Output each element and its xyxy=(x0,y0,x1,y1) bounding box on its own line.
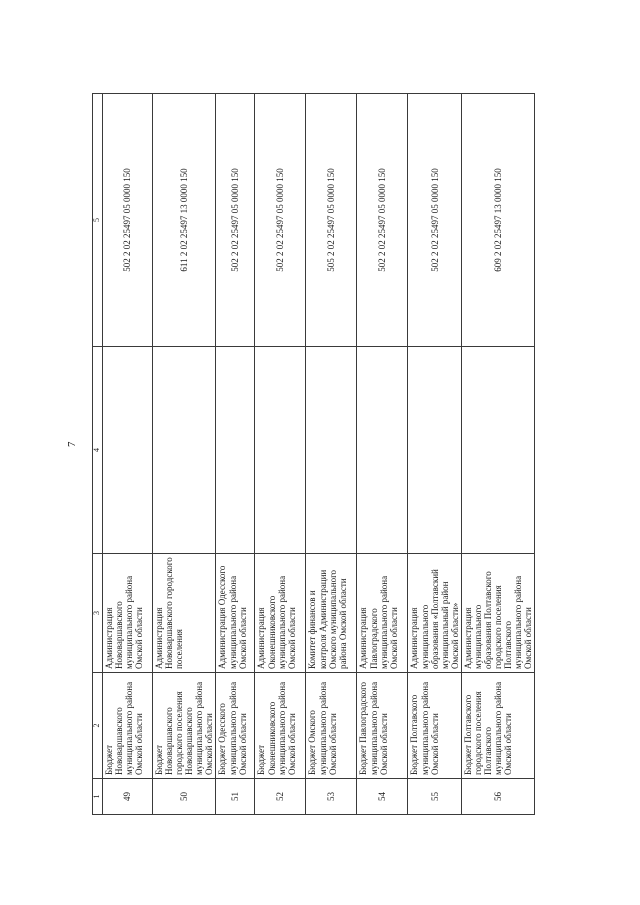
administrator-name: Администрация Павлоградского муниципального района Омской области xyxy=(357,554,408,673)
column-4-cell xyxy=(461,347,535,554)
administrator-name: Администрация Нововаршавского городского поселения xyxy=(153,554,216,673)
table-row xyxy=(103,94,153,815)
page-number: 7 xyxy=(66,441,78,447)
column-4-cell xyxy=(153,347,216,554)
header-col-5: 5 xyxy=(93,94,103,347)
column-4-cell xyxy=(306,347,357,554)
rotated-table-container xyxy=(92,94,534,815)
administrator-name: Комитет финансов и контроля Администрации Омского муниципального района Омской области xyxy=(306,554,357,673)
row-number: 53 xyxy=(306,779,357,815)
administrator-name: Администрация муниципального образования «Полтавский муниципальный район Омской области» xyxy=(408,554,461,673)
row-number: 56 xyxy=(461,779,535,815)
budget-code: 502 2 02 25497 05 0000 150 xyxy=(357,94,408,347)
table-row xyxy=(255,94,306,815)
table-row xyxy=(461,94,535,815)
column-4-cell xyxy=(357,347,408,554)
budget-name: Бюджет Омского муниципального района Омской области xyxy=(306,673,357,779)
budget-name: Бюджет Нововаршавского городского поселения Нововаршавского муниципального района Омской области xyxy=(153,673,216,779)
administrator-name: Администрация Одесского муниципального района Омской области xyxy=(216,554,255,673)
row-number: 54 xyxy=(357,779,408,815)
header-col-2: 2 xyxy=(93,673,103,779)
column-4-cell xyxy=(408,347,461,554)
header-col-4: 4 xyxy=(93,347,103,554)
header-col-3: 3 xyxy=(93,554,103,673)
budget-code: 502 2 02 25497 05 0000 150 xyxy=(408,94,461,347)
table-row xyxy=(216,94,255,815)
budget-name: Бюджет Одесского муниципального района Омской области xyxy=(216,673,255,779)
table-row xyxy=(357,94,408,815)
header-row xyxy=(93,94,103,815)
budget-code: 611 2 02 25497 13 0000 150 xyxy=(153,94,216,347)
column-4-cell xyxy=(255,347,306,554)
budget-table xyxy=(92,93,535,815)
table-row xyxy=(153,94,216,815)
budget-code: 502 2 02 25497 05 0000 150 xyxy=(103,94,153,347)
budget-code: 502 2 02 25497 05 0000 150 xyxy=(255,94,306,347)
administrator-name: Администрация Нововаршавского муниципального района Омской области xyxy=(103,554,153,673)
header-col-1: 1 xyxy=(93,779,103,815)
row-number: 51 xyxy=(216,779,255,815)
column-4-cell xyxy=(103,347,153,554)
column-4-cell xyxy=(216,347,255,554)
budget-name: Бюджет Полтавского муниципального района Омской области xyxy=(408,673,461,779)
row-number: 50 xyxy=(153,779,216,815)
row-number: 52 xyxy=(255,779,306,815)
table-row xyxy=(306,94,357,815)
administrator-name: Администрация Оконешниковского муниципального района Омской области xyxy=(255,554,306,673)
budget-name: Бюджет Полтавского городского поселения Полтавского муниципального района Омской области xyxy=(461,673,535,779)
budget-code: 609 2 02 25497 13 0000 150 xyxy=(461,94,535,347)
table-row xyxy=(408,94,461,815)
administrator-name: Администрация муниципального образования Полтавского городского поселения Полтавского муниципального района Омской области xyxy=(461,554,535,673)
row-number: 55 xyxy=(408,779,461,815)
budget-code: 505 2 02 25497 05 0000 150 xyxy=(306,94,357,347)
budget-name: Бюджет Нововаршавского муниципального района Омской области xyxy=(103,673,153,779)
row-number: 49 xyxy=(103,779,153,815)
budget-name: Бюджет Павлоградского муниципального района Омской области xyxy=(357,673,408,779)
budget-code: 502 2 02 25497 05 0000 150 xyxy=(216,94,255,347)
budget-name: Бюджет Оконешниковского муниципального района Омской области xyxy=(255,673,306,779)
